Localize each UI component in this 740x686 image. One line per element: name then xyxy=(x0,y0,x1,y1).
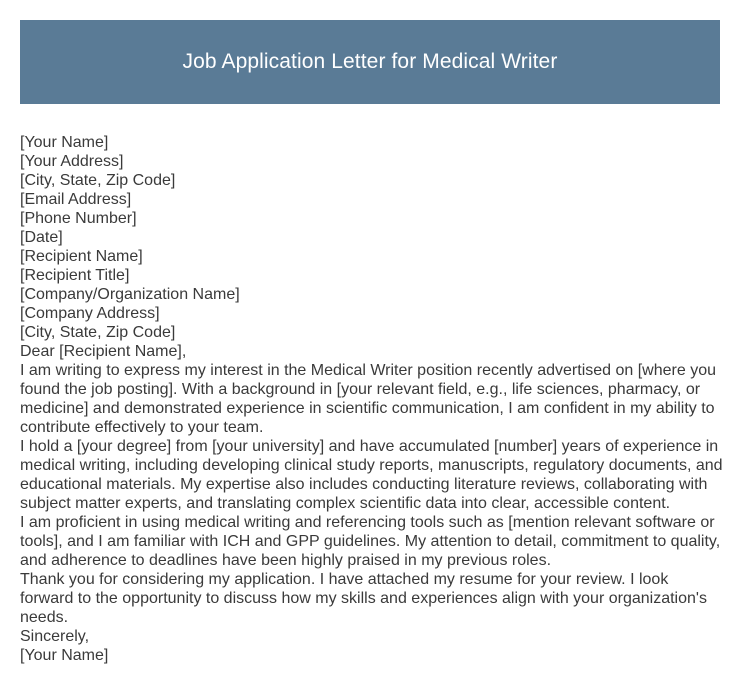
signature: [Your Name] xyxy=(20,647,109,664)
sender-name: [Your Name] xyxy=(20,134,109,151)
recipient-city-state-zip: [City, State, Zip Code] xyxy=(20,324,176,341)
letter-body xyxy=(20,133,724,665)
sender-city-state-zip: [City, State, Zip Code] xyxy=(20,172,176,189)
paragraph-skills: I am proficient in using medical writing and referencing tools such as [mention relevant software or tools], and I am familiar with ICH and GPP guidelines. My attention to detail, commitment to quality, and adherence to deadlines have been highly praised in my previous roles. xyxy=(20,514,721,569)
paragraph-closing: Thank you for considering my application. I have attached my resume for your review. I look forward to the opportunity to discuss how my skills and experiences align with your organization's needs. xyxy=(20,571,707,626)
sender-phone: [Phone Number] xyxy=(20,210,137,227)
sender-email: [Email Address] xyxy=(20,191,132,208)
recipient-organization: [Company/Organization Name] xyxy=(20,286,240,303)
letter-date: [Date] xyxy=(20,229,63,246)
paragraph-intro: I am writing to express my interest in the Medical Writer position recently advertised on [where you found the job posting]. With a background in [your relevant field, e.g., life sciences, pharmacy, or medicine] and demonstrated experience in scientific communication, I am confident in my ability to contribute effectively to your team. xyxy=(20,362,716,436)
paragraph-experience: I hold a [your degree] from [your university] and have accumulated [number] years of experience in medical writing, including developing clinical study reports, manuscripts, regulatory documents, and educational materials. My expertise also includes conducting literature reviews, collaborating with subject matter experts, and translating complex scientific data into clear, accessible content. xyxy=(20,438,723,512)
recipient-address: [Company Address] xyxy=(20,305,160,322)
title-banner xyxy=(20,20,720,104)
closing: Sincerely, xyxy=(20,628,90,645)
salutation: Dear [Recipient Name], xyxy=(20,343,187,360)
sender-address: [Your Address] xyxy=(20,153,124,170)
recipient-name: [Recipient Name] xyxy=(20,248,143,265)
recipient-title: [Recipient Title] xyxy=(20,267,130,284)
page-title: Job Application Letter for Medical Writer xyxy=(182,50,558,73)
